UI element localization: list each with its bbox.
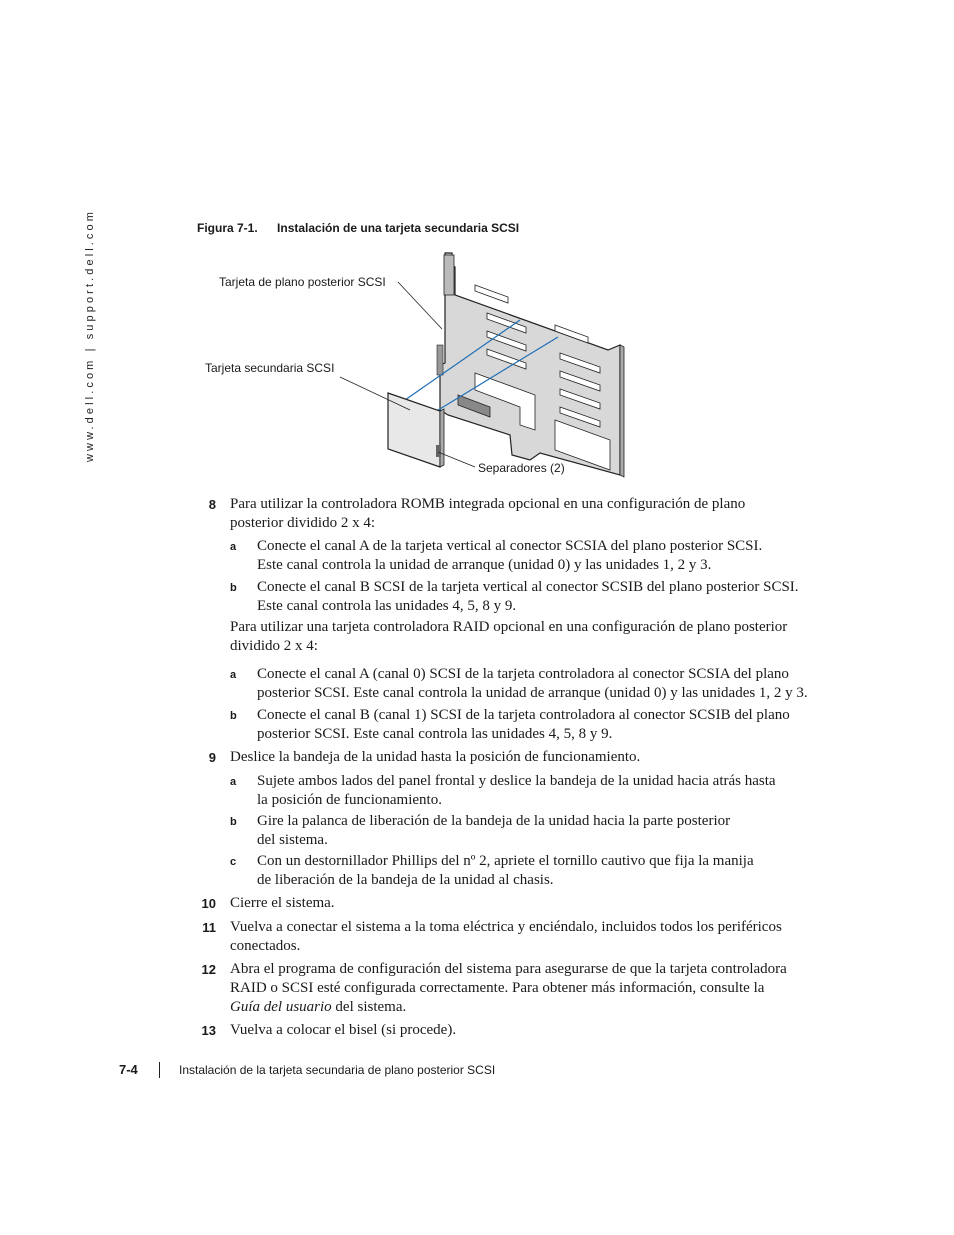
substep-text: Sujete ambos lados del panel frontal y deslice la bandeja de la unidad hacia atrás hasta — [257, 773, 776, 789]
step-text — [230, 998, 406, 1017]
substep-label: c — [230, 856, 237, 868]
step-text: RAID o SCSI esté configurada correctamente. Para obtener más información, consulte la — [230, 980, 765, 996]
substep-text: Este canal controla la unidad de arranque (unidad 0) y las unidades 1, 2 y 3. — [257, 557, 712, 573]
step-number: 12 — [201, 962, 216, 977]
substep-text: posterior SCSI. Este canal controla las unidades 4, 5, 8 y 9. — [257, 726, 613, 742]
footer-chapter-title: Instalación de la tarjeta secundaria de plano posterior SCSI — [179, 1063, 496, 1077]
substep-label: a — [230, 541, 237, 553]
step-text: Vuelva a colocar el bisel (si procede). — [230, 1022, 457, 1038]
figure-number: Figura 7-1. — [197, 221, 258, 235]
step-text: posterior dividido 2 x 4: — [230, 515, 375, 531]
substep-text: Conecte el canal A (canal 0) SCSI de la tarjeta controladora al conector SCSIA del plano — [257, 666, 789, 682]
paragraph-text: Para utilizar una tarjeta controladora RAID opcional en una configuración de plano posterior — [230, 619, 788, 635]
callout-backplane: Tarjeta de plano posterior SCSI — [219, 275, 386, 289]
page-number: 7-4 — [119, 1062, 138, 1077]
sidebar-url: www.dell.com | support.dell.com — [84, 208, 96, 462]
daughter-card — [388, 393, 440, 467]
figure-caption — [197, 221, 519, 235]
substep-label: b — [230, 582, 237, 594]
step-number: 11 — [202, 920, 216, 935]
figure-title: Instalación de una tarjeta secundaria SCSI — [277, 221, 520, 235]
step-text: Para utilizar la controladora ROMB integrada opcional en una configuración de plano — [230, 496, 746, 512]
callout-daughter-card: Tarjeta secundaria SCSI — [205, 361, 335, 375]
step-number: 13 — [201, 1023, 216, 1038]
substep-label: a — [230, 776, 237, 788]
substep-text: posterior SCSI. Este canal controla la unidad de arranque (unidad 0) y las unidades 1, 2 y 3. — [257, 685, 808, 701]
substep-text: Este canal controla las unidades 4, 5, 8 y 9. — [257, 598, 517, 614]
step-number: 10 — [201, 896, 216, 911]
substep-text: del sistema. — [257, 832, 328, 848]
substep-text: Conecte el canal B SCSI de la tarjeta vertical al conector SCSIB del plano posterior SCSI. — [257, 579, 799, 595]
step-number: 8 — [208, 497, 216, 512]
substep-label: b — [230, 816, 237, 828]
footer-divider — [159, 1062, 160, 1078]
substep-text: Conecte el canal A de la tarjeta vertical al conector SCSIA del plano posterior SCSI. — [257, 538, 763, 554]
substep-text: Conecte el canal B (canal 1) SCSI de la tarjeta controladora al conector SCSIB del plano — [257, 707, 790, 723]
step-text: Cierre el sistema. — [230, 895, 335, 911]
substep-text: Gire la palanca de liberación de la bandeja de la unidad hacia la parte posterior — [257, 813, 731, 829]
substep-label: b — [230, 710, 237, 722]
step-text-rest: del sistema. — [331, 999, 407, 1015]
substep-text: la posición de funcionamiento. — [257, 792, 442, 808]
step-text: conectados. — [230, 938, 301, 954]
step-number: 9 — [208, 750, 216, 765]
step-text: Deslice la bandeja de la unidad hasta la posición de funcionamiento. — [230, 749, 641, 765]
step-text: Vuelva a conectar el sistema a la toma eléctrica y enciéndalo, incluidos todos los periféricos — [230, 919, 782, 935]
substep-label: a — [230, 669, 237, 681]
callout-standoffs: Separadores (2) — [478, 461, 565, 475]
substep-text: de liberación de la bandeja de la unidad al chasis. — [257, 872, 554, 888]
substep-text: Con un destornillador Phillips del nº 2, apriete el tornillo cautivo que fija la manija — [257, 853, 754, 869]
figure-illustration — [190, 245, 630, 485]
guide-title: Guía del usuario — [230, 999, 332, 1015]
step-text: Abra el programa de configuración del sistema para asegurarse de que la tarjeta controladora — [230, 961, 787, 977]
paragraph-text: dividido 2 x 4: — [230, 638, 318, 654]
